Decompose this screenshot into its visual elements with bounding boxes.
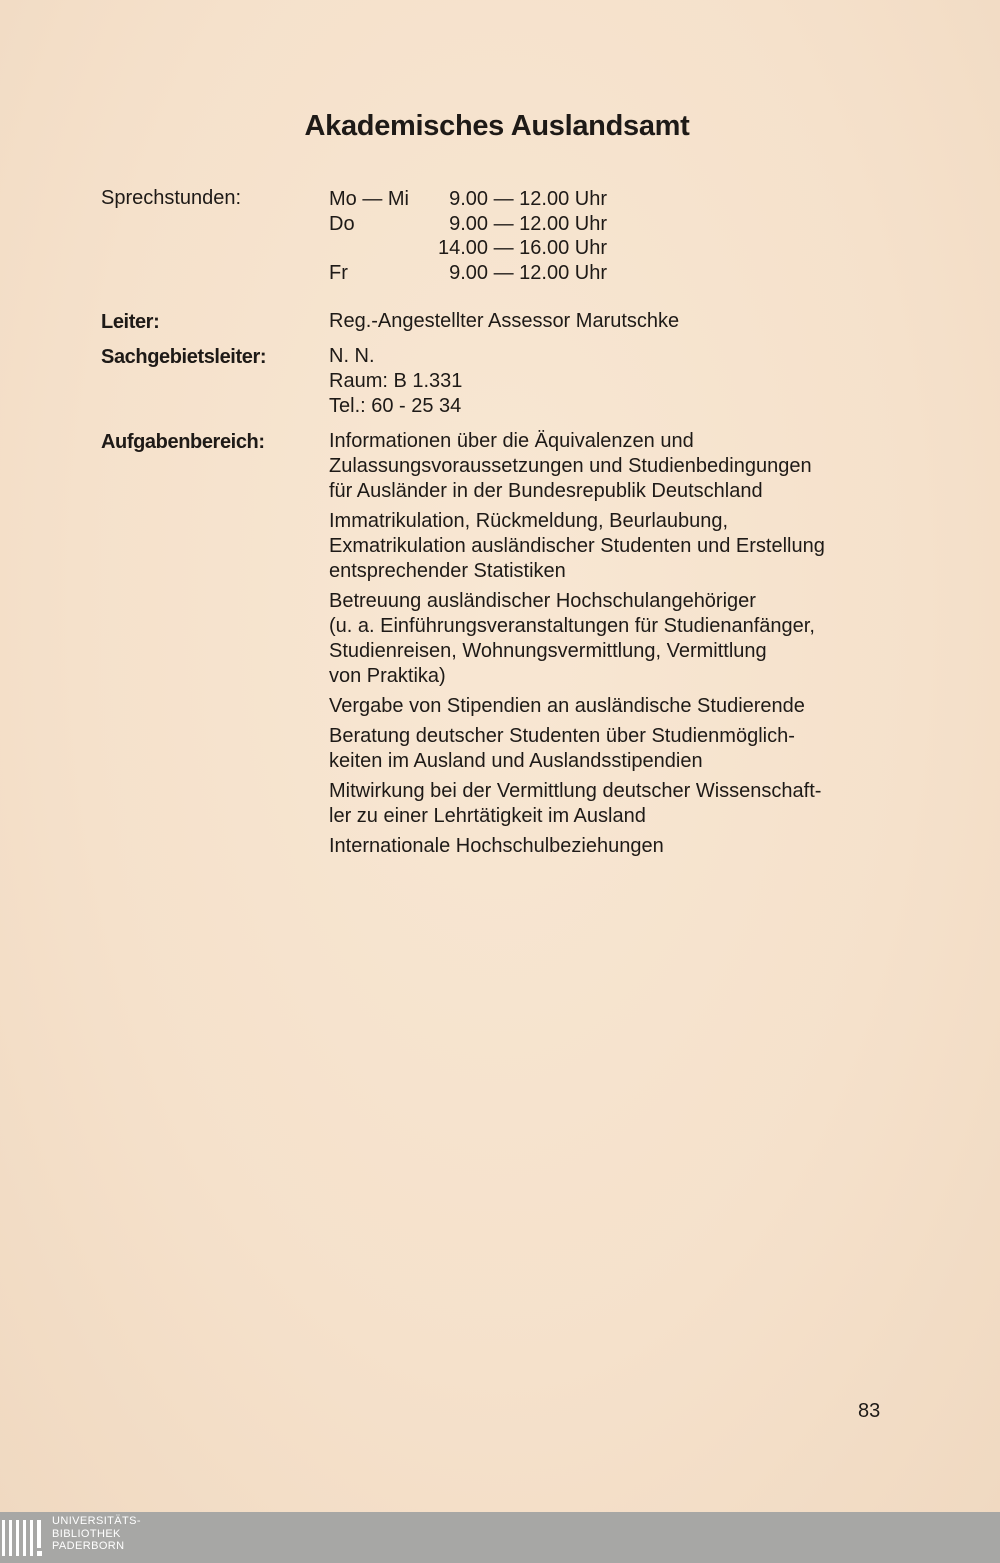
- hours-row: [329, 187, 629, 212]
- hours-day: Mo — Mi: [329, 188, 409, 210]
- page-title: Akademisches Auslandsamt: [304, 110, 690, 142]
- list-item: Internationale Hochschulbeziehungen: [329, 835, 664, 857]
- leiter-label: Leiter:: [101, 311, 160, 333]
- list-item: Mitwirkung bei der Vermittlung deutscher Wissenschaft- ler zu einer Lehrtätigkeit im Ausland: [329, 780, 822, 827]
- hours-time: 9.00 — 12.00 Uhr: [449, 212, 607, 235]
- logo-line: BIBLIOTHEK: [52, 1527, 121, 1540]
- page-number: 83: [858, 1400, 881, 1422]
- leiter-value: Reg.-Angestellter Assessor Marutschke: [329, 310, 680, 332]
- sachgebietsleiter-block: [329, 344, 462, 419]
- logo-line: UNIVERSITÄTS-: [52, 1515, 141, 1527]
- library-logo-text: [52, 1515, 141, 1553]
- hours-time: 9.00 — 12.00 Uhr: [449, 188, 607, 210]
- sachgebietsleiter-name: N. N.: [329, 345, 375, 367]
- list-item: Betreuung ausländischer Hochschulangehöriger (u. a. Einführungsveranstaltungen für Studienanfänger, Studienreisen, Wohnungsvermittlung, Vermittlung von Praktika): [329, 590, 815, 687]
- hours-time: 14.00 — 16.00 Uhr: [438, 237, 607, 259]
- hours-row: [329, 212, 629, 237]
- aufgabenbereich-label: Aufgabenbereich:: [101, 431, 265, 453]
- sachgebietsleiter-raum: Raum: B 1.331: [329, 370, 463, 392]
- list-item: Vergabe von Stipendien an ausländische Studierende: [329, 695, 805, 717]
- library-footer: [0, 1512, 1000, 1563]
- list-item: Informationen über die Äquivalenzen und Zulassungsvoraussetzungen und Studienbedingungen für Ausländer in der Bundesrepublik Deutschland: [329, 430, 812, 502]
- aufgabenbereich-list: [329, 429, 825, 864]
- hours-day: Fr: [329, 261, 348, 284]
- logo-line: PADERBORN: [52, 1540, 125, 1552]
- sprechstunden-label: Sprechstunden:: [101, 187, 242, 209]
- sachgebietsleiter-tel: Tel.: 60 - 25 34: [329, 395, 462, 417]
- hours-day: Do: [329, 212, 355, 235]
- sachgebietsleiter-label: Sachgebietsleiter:: [101, 346, 267, 368]
- hours-row: [329, 236, 629, 261]
- sprechstunden-table: [329, 187, 629, 285]
- hours-row: [329, 261, 629, 286]
- list-item: Beratung deutscher Studenten über Studienmöglich- keiten im Ausland und Auslandsstipendien: [329, 725, 795, 772]
- library-logo-icon: [2, 1516, 46, 1560]
- list-item: Immatrikulation, Rückmeldung, Beurlaubung, Exmatrikulation ausländischer Studenten und Erstellung entsprechender Statistiken: [329, 510, 825, 582]
- hours-time: 9.00 — 12.00 Uhr: [449, 261, 607, 284]
